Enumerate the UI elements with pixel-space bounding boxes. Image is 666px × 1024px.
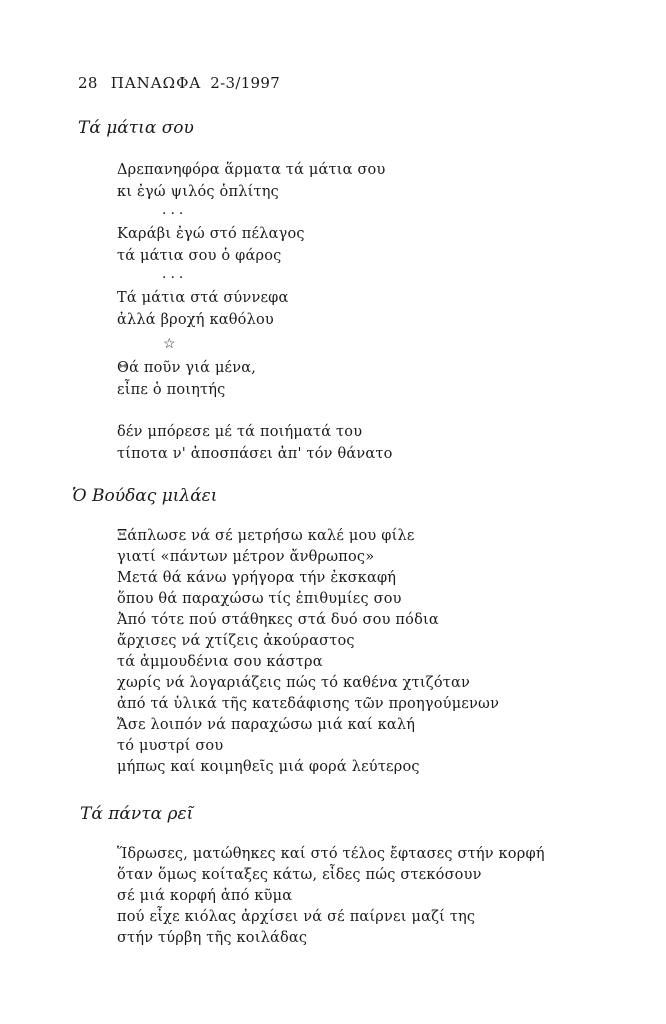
- poem-line: κι ἐγώ ψιλός ὁπλίτης: [117, 184, 279, 200]
- poem-line: τό μυστρί σου: [117, 738, 224, 754]
- poem-title: Τά πάντα ρεῖ: [80, 804, 194, 824]
- poem-line: μήπως καί κοιμηθεῖς μιά φορά λεύτερος: [117, 759, 420, 775]
- poem-line: ἄρχισες νά χτίζεις ἀκούραστος: [117, 633, 355, 649]
- poem-line: χωρίς νά λογαριάζεις πώς τό καθένα χτιζόταν: [117, 675, 470, 691]
- poem-line: τά ἀμμουδένια σου κάστρα: [117, 654, 323, 670]
- star-separator-icon: ☆: [163, 336, 176, 352]
- poem-line: ὅταν ὅμως κοίταξες κάτω, εἶδες πώς στεκόσουν: [117, 867, 482, 883]
- poem-line: στήν τύρβη τῆς κοιλάδας: [117, 930, 308, 946]
- poem-line: σέ μιά κορφή ἀπό κῦμα: [117, 888, 293, 904]
- poem-line: ἀπό τά ὑλικά τῆς κατεδάφισης τῶν προηγούμενων: [117, 696, 500, 712]
- poem-line: Τά μάτια στά σύννεφα: [117, 290, 289, 306]
- poem-line: Ἀπό τότε πού στάθηκες στά δυό σου πόδια: [117, 612, 439, 628]
- poem-line: Ξάπλωσε νά σέ μετρήσω καλέ μου φίλε: [117, 528, 415, 544]
- poem-line: πού εἶχε κιόλας ἀρχίσει νά σέ παίρνει μαζί της: [117, 909, 476, 925]
- poem-line: τά μάτια σου ὁ φάρος: [117, 248, 282, 264]
- poem-line: τίποτα ν' ἀποσπάσει ἀπ' τόν θάνατο: [117, 446, 393, 462]
- running-header: [78, 74, 280, 92]
- poem-line: Ἵδρωσες, ματώθηκες καί στό τέλος ἔφτασες στήν κορφή: [117, 846, 545, 862]
- poem-line: Θά ποῦν γιά μένα,: [117, 360, 257, 376]
- poem-line: Ἄσε λοιπόν νά παραχώσω μιά καί καλή: [117, 717, 416, 733]
- poem-title: Ὁ Βούδας μιλάει: [72, 486, 218, 506]
- poem-line: Μετά θά κάνω γρήγορα τήν ἐκσκαφή: [117, 570, 397, 586]
- page-number: 28: [78, 74, 98, 92]
- poem-line: γιατί «πάντων μέτρον ἄνθρωπος»: [117, 549, 375, 565]
- issue-number: 2-3/1997: [210, 74, 281, 92]
- poem-line: Καράβι ἐγώ στό πέλαγος: [117, 226, 305, 242]
- poem-line: Δρεπανηφόρα ἅρματα τά μάτια σου: [117, 162, 386, 178]
- stanza-separator-dots: ...: [162, 202, 188, 218]
- poem-line: ἀλλά βροχή καθόλου: [117, 312, 274, 328]
- magazine-name: ΠΑΝΑΩΦΑ: [110, 74, 202, 92]
- poem-line: δέν μπόρεσε μέ τά ποιήματά του: [117, 424, 363, 440]
- poem-line: ὅπου θά παραχώσω τίς ἐπιθυμίες σου: [117, 591, 402, 607]
- poem-line: εἶπε ὁ ποιητής: [117, 382, 226, 398]
- stanza-separator-dots: ...: [162, 266, 188, 282]
- poem-title: Τά μάτια σου: [78, 118, 194, 138]
